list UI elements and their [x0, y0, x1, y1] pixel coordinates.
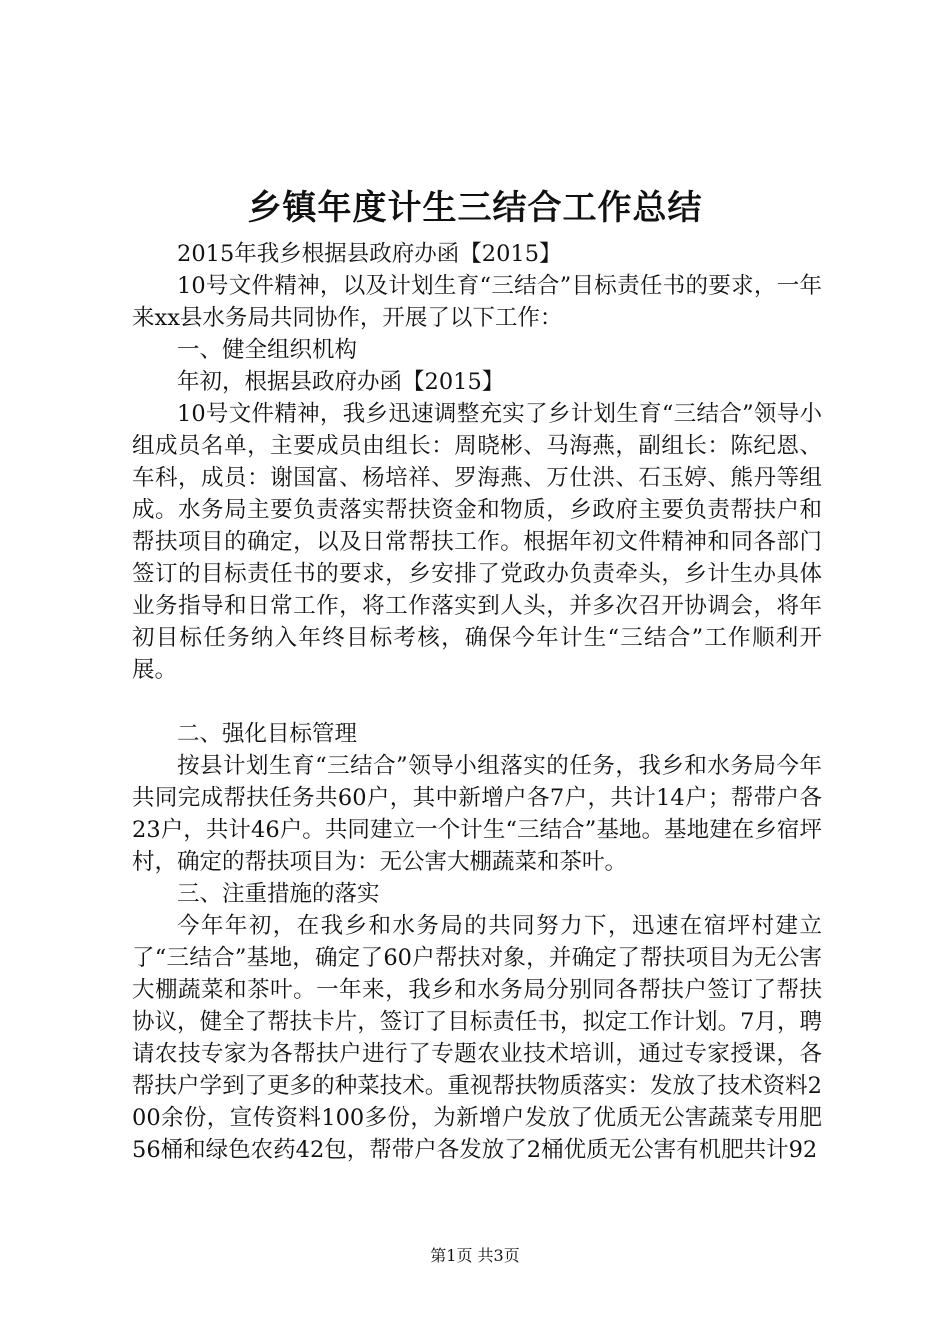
paragraph-section-2: 按县计划生育“三结合”领导小组落实的任务，我乡和水务局今年共同完成帮扶任务共60户，其中新增户各7户，共计14户；帮带户各23户，共计46户。共同建立一个计生“三结合”基地。基地建在乡宿坪村，确定的帮扶项目为：无公害大棚蔬菜和茶叶。	[132, 753, 822, 875]
section-heading-1: 一、健全组织机构	[177, 337, 358, 363]
document-body	[132, 238, 822, 1166]
page-number-footer: 第1页 共3页	[430, 1246, 520, 1265]
paragraph-intro-1: 2015年我乡根据县政府办函【2015】	[177, 241, 562, 267]
section-heading-2: 二、强化目标管理	[177, 721, 358, 747]
paragraph-section-1b: 10号文件精神，我乡迅速调整充实了乡计划生育“三结合”领导小组成员名单，主要成员由组长：周晓彬、马海燕，副组长：陈纪恩、车科，成员：谢国富、杨培祥、罗海燕、万仕洪、石玉婷、熊丹等组成。水务局主要负责落实帮扶资金和物质，乡政府主要负责帮扶户和帮扶项目的确定，以及日常帮扶工作。根据年初文件精神和同各部门签订的目标责任书的要求，乡安排了党政办负责牵头，乡计生办具体业务指导和日常工作，将工作落实到人头，并多次召开协调会，将年初目标任务纳入年终目标考核，确保今年计生“三结合”工作顺利开展。	[132, 401, 822, 683]
document-title: 乡镇年度计生三结合工作总结	[247, 188, 703, 228]
section-heading-3: 三、注重措施的落实	[177, 881, 380, 907]
paragraph-section-1a: 年初，根据县政府办函【2015】	[177, 369, 505, 395]
paragraph-intro-2: 10号文件精神，以及计划生育“三结合”目标责任书的要求，一年来xx县水务局共同协作，开展了以下工作：	[132, 273, 822, 331]
paragraph-section-3: 今年年初，在我乡和水务局的共同努力下，迅速在宿坪村建立了“三结合”基地，确定了60户帮扶对象，并确定了帮扶项目为无公害大棚蔬菜和茶叶。一年来，我乡和水务局分别同各帮扶户签订了帮扶协议，健全了帮扶卡片，签订了目标责任书，拟定工作计划。7月，聘请农技专家为各帮扶户进行了专题农业技术培训，通过专家授课，各帮扶户学到了更多的种菜技术。重视帮扶物质落实：发放了技术资料200余份，宣传资料100多份，为新增户发放了优质无公害蔬菜专用肥56桶和绿色农药42包，帮带户各发放了2桶优质无公害有机肥共计92	[132, 913, 822, 1163]
